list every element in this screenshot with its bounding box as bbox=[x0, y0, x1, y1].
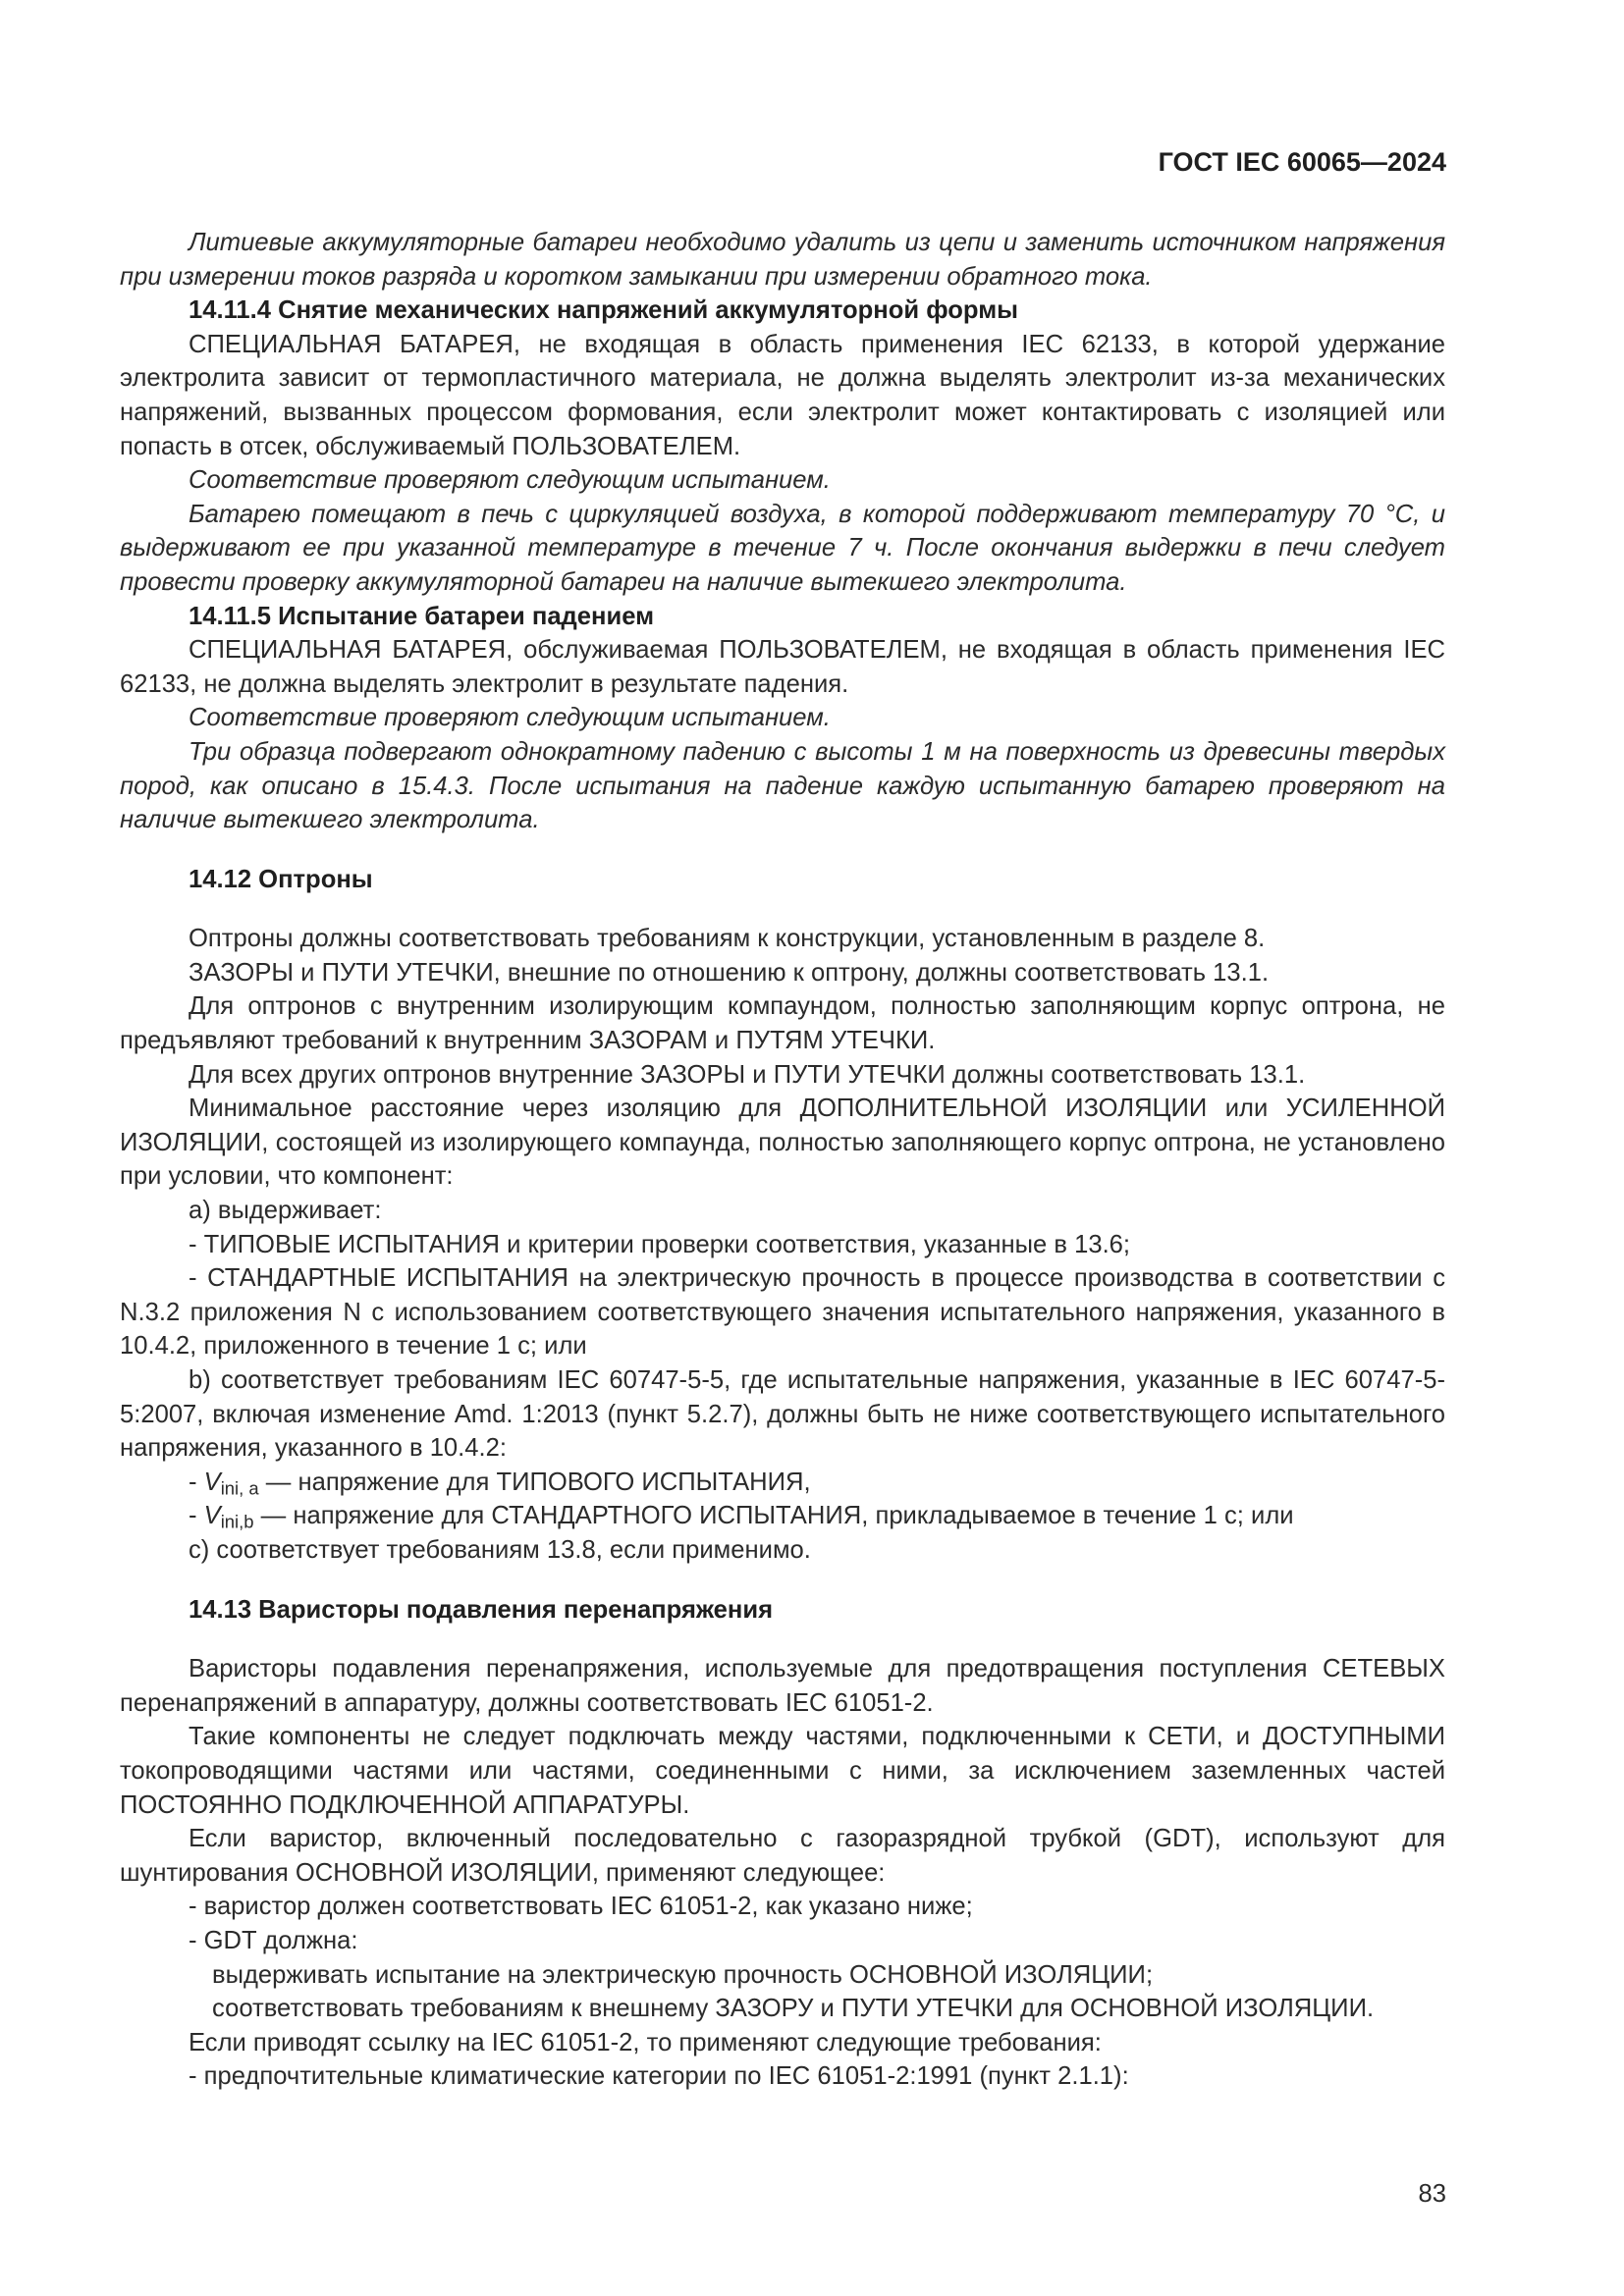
list-item bbox=[120, 1499, 1445, 1533]
section-heading-14-11-5: 14.11.5 Испытание батареи падением bbox=[189, 602, 655, 630]
paragraph: Литиевые аккумуляторные батареи необходимо удалить из цепи и заменить источником напряжения при измерении токов разряда и коротком замыкании при измерении обратного тока. bbox=[120, 229, 1445, 291]
paragraph: Для оптронов с внутренним изолирующим компаундом, полностью заполняющим корпус оптрона, не предъявляют требований к внутренним ЗАЗОРАМ и ПУТЯМ УТЕЧКИ. bbox=[120, 992, 1445, 1055]
list-item: c) соответствует требованиям 13.8, если применимо. bbox=[189, 1535, 811, 1564]
paragraph: Батарею помещают в печь с циркуляцией воздуха, в которой поддерживают температуру 70 °C, и выдерживают ее при указанной температуре в течение 7 ч. После окончания выдержки в печи следует провести проверку аккумуляторной батареи на наличие вытекшего электролита. bbox=[120, 500, 1445, 596]
paragraph: Если приводят ссылку на IEC 61051-2, то применяют следующие требования: bbox=[189, 2028, 1102, 2056]
list-item-text: — напряжение для СТАНДАРТНОГО ИСПЫТАНИЯ, прикладываемое в течение 1 с; или bbox=[253, 1502, 1294, 1530]
paragraph: СПЕЦИАЛЬНАЯ БАТАРЕЯ, обслуживаемая ПОЛЬЗОВАТЕЛЕМ, не входящая в область применения IEC 62133, не должна выделять электролит в результате падения. bbox=[120, 636, 1445, 698]
list-item: - предпочтительные климатические категории по IEC 61051-2:1991 (пункт 2.1.1): bbox=[189, 2062, 1129, 2091]
voltage-subscript: ini, a bbox=[220, 1477, 259, 1499]
paragraph: Соответствие проверяют следующим испытанием. bbox=[189, 466, 831, 495]
voltage-symbol: V bbox=[203, 1468, 221, 1496]
voltage-symbol: V bbox=[203, 1502, 221, 1530]
paragraph: Минимальное расстояние через изоляцию для ДОПОЛНИТЕЛЬНОЙ ИЗОЛЯЦИИ или УСИЛЕННОЙ ИЗОЛЯЦИИ, состоящей из изолирующего компаунда, полностью заполняющего корпус оптрона, не установлено при условии, что компонент: bbox=[120, 1095, 1445, 1191]
paragraph: Варисторы подавления перенапряжения, используемые для предотвращения поступления СЕТЕВЫХ перенапряжений в аппаратуру, должны соответствовать IEC 61051-2. bbox=[120, 1655, 1445, 1717]
paragraph: Соответствие проверяют следующим испытанием. bbox=[189, 704, 831, 732]
document-header: ГОСТ IEC 60065—2024 bbox=[1158, 147, 1446, 177]
page-number: 83 bbox=[1418, 2180, 1446, 2208]
paragraph: Для всех других оптронов внутренние ЗАЗОРЫ и ПУТИ УТЕЧКИ должны соответствовать 13.1. bbox=[189, 1060, 1306, 1089]
list-item: - ТИПОВЫЕ ИСПЫТАНИЯ и критерии проверки соответствия, указанные в 13.6; bbox=[189, 1230, 1131, 1258]
paragraph: Если варистор, включенный последовательно с газоразрядной трубкой (GDT), используют для шунтирования ОСНОВНОЙ ИЗОЛЯЦИИ, применяют следующее: bbox=[120, 1825, 1445, 1887]
list-item: - GDT должна: bbox=[189, 1926, 358, 1954]
list-item-text: — напряжение для ТИПОВОГО ИСПЫТАНИЯ, bbox=[258, 1468, 811, 1496]
document-body bbox=[120, 226, 1445, 2094]
dash: - bbox=[189, 1502, 204, 1530]
paragraph: СПЕЦИАЛЬНАЯ БАТАРЕЯ, не входящая в область применения IEC 62133, в которой удержание электролита зависит от термопластичного материала, не должна выделять электролит из-за механических напряжений, вызванных процессом формования, если электролит может контактировать с изоляцией или попасть в отсек, обслуживаемый ПОЛЬЗОВАТЕЛЕМ. bbox=[120, 330, 1445, 460]
section-heading-14-12: 14.12 Оптроны bbox=[189, 865, 373, 893]
voltage-subscript: ini,b bbox=[220, 1511, 254, 1532]
list-item bbox=[120, 1466, 1445, 1500]
list-item: a) выдерживает: bbox=[189, 1197, 382, 1225]
list-item: - варистор должен соответствовать IEC 61051-2, как указано ниже; bbox=[189, 1893, 973, 1921]
list-item: b) соответствует требованиям IEC 60747-5-5, где испытательные напряжения, указанные в IEC 60747-5-5:2007, включая изменение Amd. 1:2013 (пункт 5.2.7), должны быть не ниже соответствующего испытательного напряжения, указанного в 10.4.2: bbox=[120, 1366, 1445, 1463]
list-subitem: выдерживать испытание на электрическую прочность ОСНОВНОЙ ИЗОЛЯЦИИ; bbox=[212, 1960, 1154, 1989]
paragraph: Такие компоненты не следует подключать между частями, подключенными к СЕТИ, и ДОСТУПНЫМИ токопроводящими частями или частями, соединенными с ними, за исключением заземленных частей ПОСТОЯННО ПОДКЛЮЧЕННОЙ АППАРАТУРЫ. bbox=[120, 1723, 1445, 1819]
paragraph: Три образца подвергают однократному падению с высоты 1 м на поверхность из древесины твердых пород, как описано в 15.4.3. После испытания на падение каждую испытанную батарею проверяют на наличие вытекшего электролита. bbox=[120, 737, 1445, 834]
section-heading-14-13: 14.13 Варисторы подавления перенапряжения bbox=[189, 1595, 774, 1624]
paragraph: ЗАЗОРЫ и ПУТИ УТЕЧКИ, внешние по отношению к оптрону, должны соответствовать 13.1. bbox=[189, 958, 1270, 987]
paragraph: Оптроны должны соответствовать требованиям к конструкции, установленным в разделе 8. bbox=[189, 925, 1266, 953]
list-subitem: соответствовать требованиям к внешнему ЗАЗОРУ и ПУТИ УТЕЧКИ для ОСНОВНОЙ ИЗОЛЯЦИИ. bbox=[212, 1995, 1375, 2023]
section-heading-14-11-4: 14.11.4 Снятие механических напряжений аккумуляторной формы bbox=[189, 296, 1019, 325]
dash: - bbox=[189, 1468, 204, 1496]
list-item: - СТАНДАРТНЫЕ ИСПЫТАНИЯ на электрическую прочность в процессе производства в соответствии с N.3.2 приложения N с использованием соответствующего значения испытательного напряжения, указанного в 10.4.2, приложенного в течение 1 с; или bbox=[120, 1264, 1445, 1361]
